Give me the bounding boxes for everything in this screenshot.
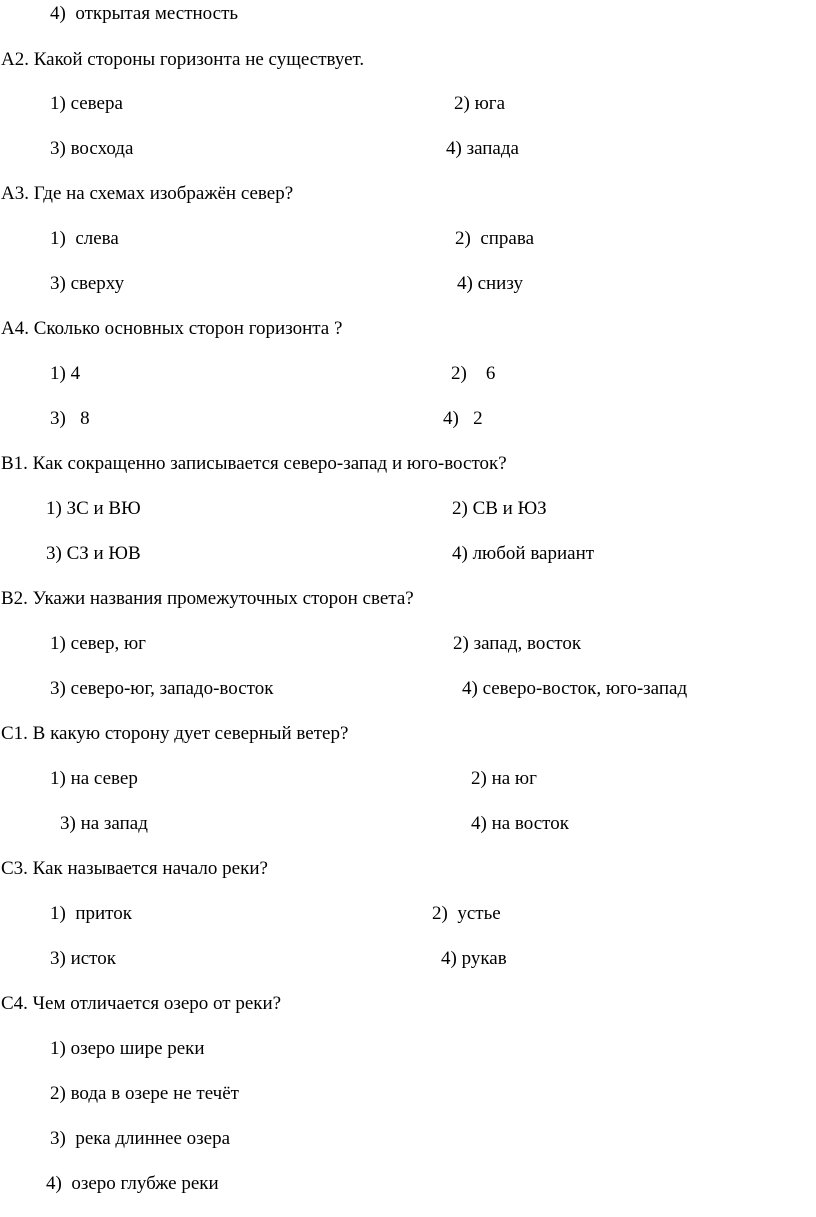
option-b1-4: 4) любой вариант bbox=[452, 543, 595, 564]
option-b1-3: 3) СЗ и ЮВ bbox=[46, 543, 141, 564]
option-c1-1: 1) на север bbox=[50, 768, 138, 789]
question-a2: А2. Какой стороны горизонта не существует. bbox=[1, 49, 365, 70]
option-b2-3: 3) северо-юг, западо-восток bbox=[50, 678, 274, 699]
option-a3-2: 2) справа bbox=[455, 228, 535, 249]
question-b1: В1. Как сокращенно записывается северо-запад и юго-восток? bbox=[1, 453, 507, 474]
question-b2: В2. Укажи названия промежуточных сторон света? bbox=[1, 588, 414, 609]
option-a2-2: 2) юга bbox=[454, 93, 505, 114]
question-c1: С1. В какую сторону дует северный ветер? bbox=[1, 723, 349, 744]
option-b2-4: 4) северо-восток, юго-запад bbox=[462, 678, 688, 699]
option-c4-4: 4) озеро глубже реки bbox=[46, 1173, 219, 1194]
option-a4-3: 3) 8 bbox=[50, 408, 90, 429]
option-b1-1: 1) ЗС и ВЮ bbox=[46, 498, 141, 519]
option-a2-1: 1) севера bbox=[50, 93, 123, 114]
question-a3: А3. Где на схемах изображён север? bbox=[1, 183, 294, 204]
option-c4-3: 3) река длиннее озера bbox=[50, 1128, 231, 1149]
option-a4-2: 2) 6 bbox=[451, 363, 496, 384]
option-a3-3: 3) сверху bbox=[50, 273, 125, 294]
option-a2-4: 4) запада bbox=[446, 138, 519, 159]
option-b2-2: 2) запад, восток bbox=[453, 633, 582, 654]
option-b2-1: 1) север, юг bbox=[50, 633, 146, 654]
option-c1-4: 4) на восток bbox=[471, 813, 569, 834]
option-c3-1: 1) приток bbox=[50, 903, 132, 924]
option-a1-4: 4) открытая местность bbox=[50, 3, 239, 24]
option-c3-2: 2) устье bbox=[432, 903, 501, 924]
option-c1-3: 3) на запад bbox=[60, 813, 148, 834]
option-c3-3: 3) исток bbox=[50, 948, 116, 969]
question-c4: С4. Чем отличается озеро от реки? bbox=[1, 993, 282, 1014]
option-c1-2: 2) на юг bbox=[471, 768, 537, 789]
question-c3: С3. Как называется начало реки? bbox=[1, 858, 268, 879]
option-c3-4: 4) рукав bbox=[441, 948, 507, 969]
option-a2-3: 3) восхода bbox=[50, 138, 134, 159]
option-a3-1: 1) слева bbox=[50, 228, 119, 249]
option-c4-2: 2) вода в озере не течёт bbox=[50, 1083, 239, 1104]
option-a4-1: 1) 4 bbox=[50, 363, 81, 384]
option-a4-4: 4) 2 bbox=[443, 408, 483, 429]
question-a4: А4. Сколько основных сторон горизонта ? bbox=[1, 318, 343, 339]
option-c4-1: 1) озеро шире реки bbox=[50, 1038, 205, 1059]
option-a3-4: 4) снизу bbox=[457, 273, 523, 294]
option-b1-2: 2) СВ и ЮЗ bbox=[452, 498, 547, 519]
